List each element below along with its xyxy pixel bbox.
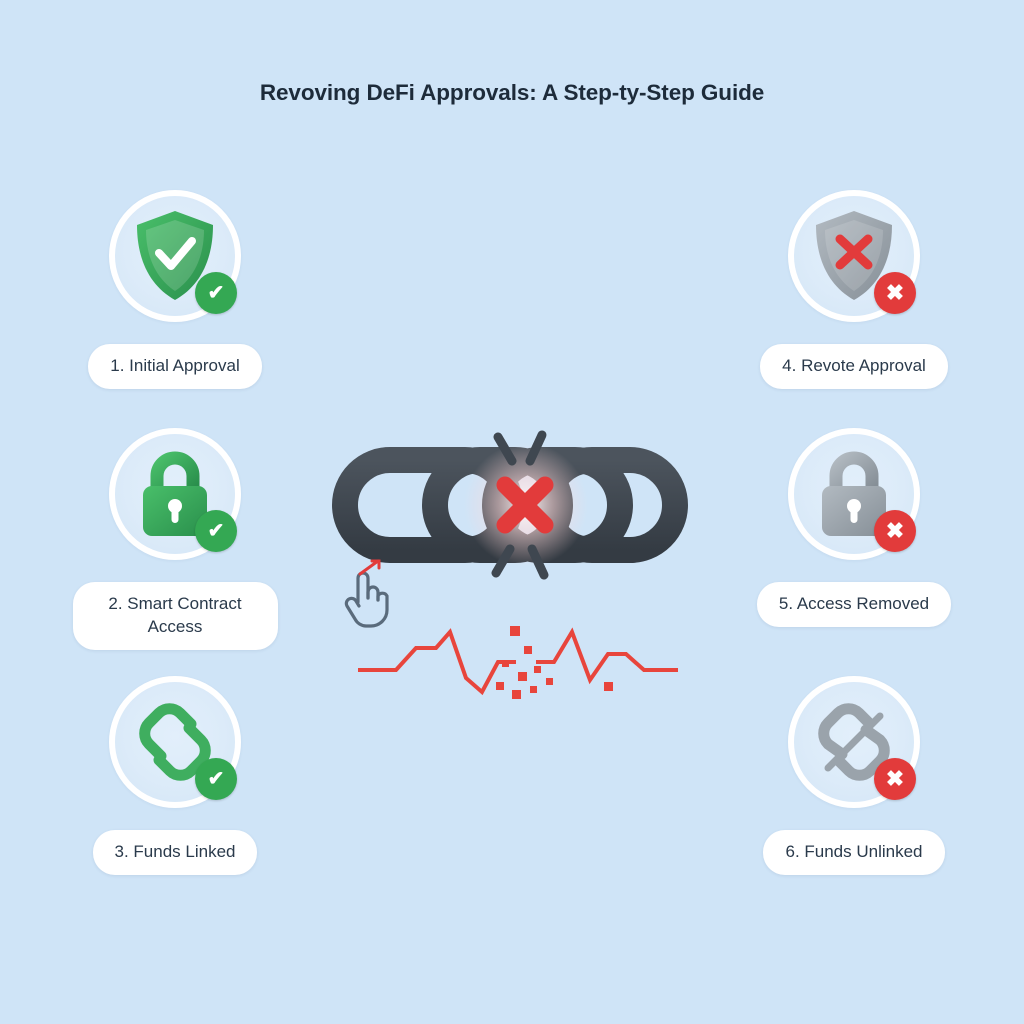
step-card-funds-unlinked[interactable] [734, 676, 974, 875]
step-label: 4. Revote Approval [760, 344, 948, 389]
check-badge: ✔ [195, 510, 237, 552]
icon-ring [788, 428, 920, 560]
x-badge: ✖ [874, 510, 916, 552]
step-card-access-removed[interactable] [734, 428, 974, 627]
step-label: 3. Funds Linked [93, 830, 258, 875]
x-badge: ✖ [874, 272, 916, 314]
icon-ring [788, 190, 920, 322]
step-card-funds-linked[interactable] [55, 676, 295, 875]
step-label: 5. Access Removed [757, 582, 951, 627]
x-badge: ✖ [874, 758, 916, 800]
step-label: 6. Funds Unlinked [763, 830, 944, 875]
check-badge: ✔ [195, 758, 237, 800]
step-card-revoke-approval[interactable] [734, 190, 974, 389]
step-card-smart-contract-access[interactable] [55, 428, 295, 650]
icon-ring [109, 190, 241, 322]
red-zigzag-pulse-line [358, 620, 678, 710]
step-label: 1. Initial Approval [88, 344, 261, 389]
step-label: 2. Smart Contract Access [73, 582, 278, 650]
icon-ring [788, 676, 920, 808]
icon-ring [109, 428, 241, 560]
step-card-initial-approval[interactable] [55, 190, 295, 389]
page-title: Revoving DeFi Approvals: A Step-ty-Step Guide [259, 80, 765, 105]
check-badge: ✔ [195, 272, 237, 314]
icon-ring [109, 676, 241, 808]
